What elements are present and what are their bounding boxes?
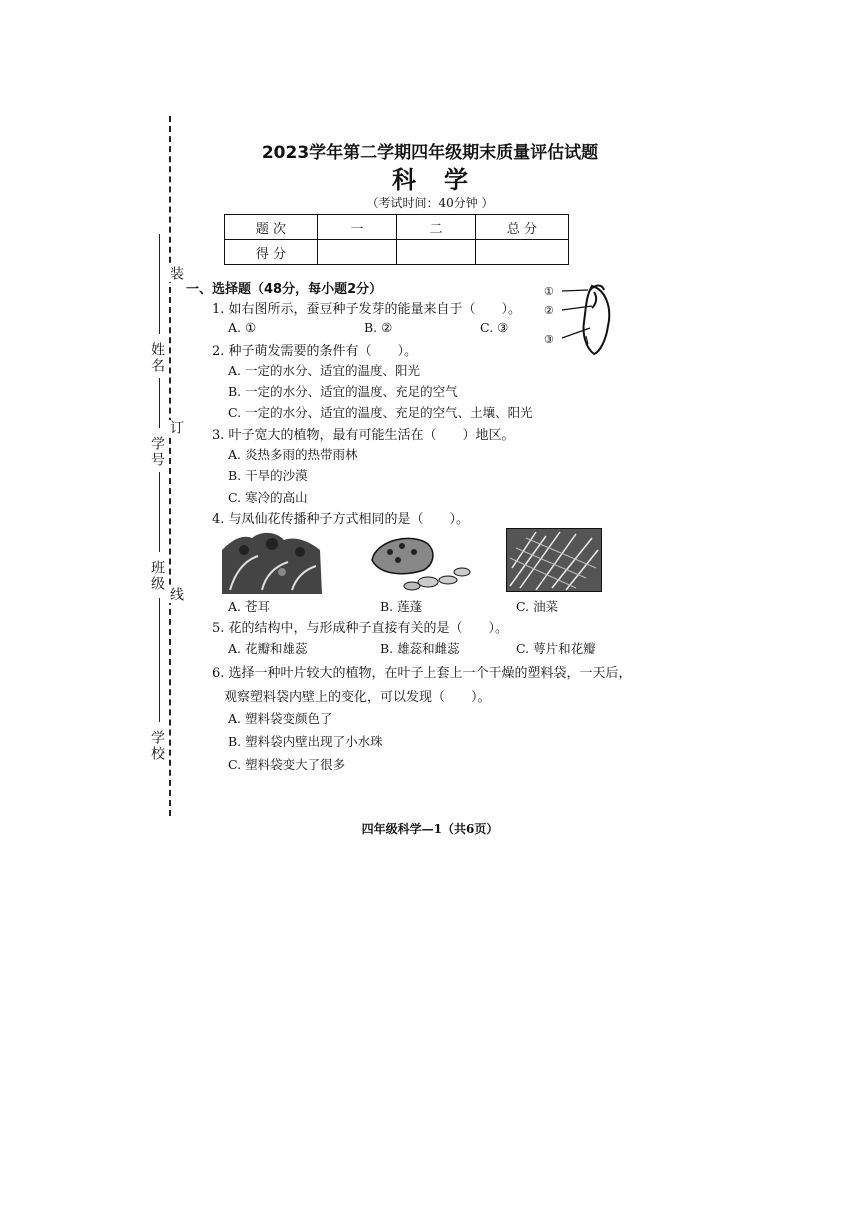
binding-mark-ding: 订 bbox=[168, 420, 184, 436]
section-heading: 一、选择题（48分，每小题2分） bbox=[186, 282, 383, 297]
cocklebur-image bbox=[222, 530, 322, 594]
figure-label-2: ② bbox=[544, 304, 554, 317]
q4-option-a: A. 苍耳 bbox=[228, 599, 270, 614]
score-table-score-row bbox=[225, 240, 569, 265]
binding-mark-zhuang: 装 bbox=[168, 266, 184, 282]
class-field-line bbox=[159, 472, 160, 552]
q5-option-a: A. 花瓣和雄蕊 bbox=[228, 641, 308, 656]
score-table-cell: 二 bbox=[397, 215, 476, 240]
school-field-line bbox=[159, 598, 160, 722]
question-6-line-1: 6. 选择一种叶片较大的植物，在叶子上套上一个干燥的塑料袋，一天后， bbox=[212, 666, 632, 681]
q5-option-c: C. 萼片和花瓣 bbox=[516, 641, 596, 656]
name-field-line bbox=[159, 234, 160, 334]
q2-option-a: A. 一定的水分、适宜的温度、阳光 bbox=[228, 363, 420, 378]
q3-option-b: B. 干旱的沙漠 bbox=[228, 468, 308, 483]
score-table-cell: 一 bbox=[318, 215, 397, 240]
q3-option-a: A. 炎热多雨的热带雨林 bbox=[228, 447, 358, 462]
score-table-cell: 总 分 bbox=[476, 215, 569, 240]
binding-dashed-line bbox=[169, 116, 171, 816]
q6-option-c: C. 塑料袋变大了很多 bbox=[228, 757, 346, 772]
rapeseed-image bbox=[506, 528, 602, 592]
score-table-cell: 得 分 bbox=[225, 240, 318, 265]
q4-option-c: C. 油菜 bbox=[516, 599, 559, 614]
q2-option-c: C. 一定的水分、适宜的温度、充足的空气、土壤、阳光 bbox=[228, 405, 533, 420]
question-2: 2. 种子萌发需要的条件有（ ）。 bbox=[212, 344, 418, 359]
question-3: 3. 叶子宽大的植物，最有可能生活在（ ）地区。 bbox=[212, 428, 515, 443]
class-field-label: 班级 bbox=[149, 560, 165, 592]
name-field-label: 姓名 bbox=[149, 342, 165, 374]
figure-label-3: ③ bbox=[544, 333, 554, 346]
q4-option-b: B. 莲蓬 bbox=[380, 599, 423, 614]
student-id-field-label: 学号 bbox=[149, 436, 165, 468]
score-table-cell: 题 次 bbox=[225, 215, 318, 240]
q3-option-c: C. 寒冷的高山 bbox=[228, 490, 308, 505]
score-table-header-row bbox=[225, 215, 569, 240]
question-1: 1. 如右图所示，蚕豆种子发芽的能量来自于（ ）。 bbox=[212, 302, 522, 317]
q5-option-b: B. 雄蕊和雌蕊 bbox=[380, 641, 460, 656]
bean-seed-figure bbox=[556, 278, 616, 358]
page-footer: 四年级科学—1（共6页） bbox=[361, 822, 499, 836]
student-id-field-line bbox=[159, 378, 160, 428]
score-entry-cell[interactable] bbox=[318, 240, 397, 265]
school-field-label: 学校 bbox=[149, 730, 165, 762]
q2-option-b: B. 一定的水分、适宜的温度、充足的空气 bbox=[228, 384, 458, 399]
score-entry-cell[interactable] bbox=[476, 240, 569, 265]
question-6-line-2: 观察塑料袋内壁上的变化，可以发现（ ）。 bbox=[224, 690, 491, 705]
q6-option-a: A. 塑料袋变颜色了 bbox=[228, 711, 333, 726]
q1-option-a: A. ① bbox=[228, 320, 257, 335]
binding-mark-xian: 线 bbox=[168, 587, 184, 603]
score-table bbox=[224, 214, 569, 265]
exam-time: （考试时间：40分钟 ） bbox=[366, 196, 494, 210]
subject-title: 科学 bbox=[392, 165, 496, 194]
exam-title: 2023学年第二学期四年级期末质量评估试题 bbox=[261, 143, 599, 163]
question-4: 4. 与凤仙花传播种子方式相同的是（ ）。 bbox=[212, 512, 470, 527]
q1-option-b: B. ② bbox=[364, 320, 393, 335]
question-5: 5. 花的结构中，与形成种子直接有关的是（ ）。 bbox=[212, 621, 509, 636]
score-entry-cell[interactable] bbox=[397, 240, 476, 265]
q6-option-b: B. 塑料袋内壁出现了小水珠 bbox=[228, 734, 383, 749]
lotus-pod-image bbox=[366, 530, 476, 594]
q1-option-c: C. ③ bbox=[480, 320, 509, 335]
figure-label-1: ① bbox=[544, 285, 554, 298]
